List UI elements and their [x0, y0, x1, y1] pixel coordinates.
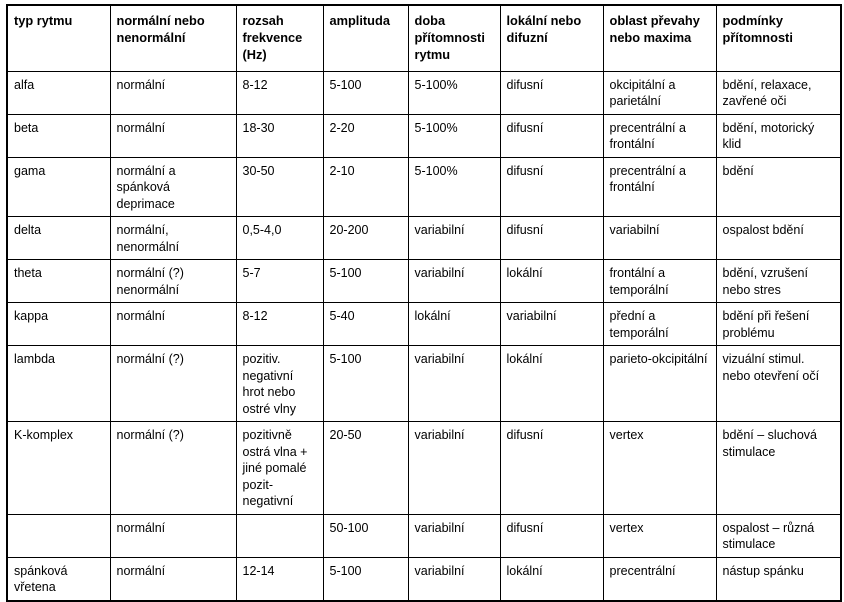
- column-header-conditions: podmínky přítomnosti: [716, 5, 841, 71]
- cell-frequency: 12-14: [236, 557, 323, 601]
- cell-conditions: bdění, motorický klid: [716, 114, 841, 157]
- cell-frequency: 8-12: [236, 303, 323, 346]
- cell-duration: variabilní: [408, 422, 500, 515]
- table-row: [7, 514, 841, 557]
- cell-normality: normální (?): [110, 346, 236, 422]
- table-row: [7, 303, 841, 346]
- column-header-frequency: rozsah frekvence (Hz): [236, 5, 323, 71]
- column-header-locality: lokální nebo difuzní: [500, 5, 603, 71]
- cell-locality: difusní: [500, 422, 603, 515]
- table-row: [7, 422, 841, 515]
- cell-duration: 5-100%: [408, 114, 500, 157]
- cell-conditions: vizuální stimul. nebo otevření očí: [716, 346, 841, 422]
- cell-type: [7, 514, 110, 557]
- table-header-row: [7, 5, 841, 71]
- cell-amplitude: 5-100: [323, 260, 408, 303]
- table-row: [7, 157, 841, 217]
- cell-type: delta: [7, 217, 110, 260]
- cell-normality: normální, nenormální: [110, 217, 236, 260]
- cell-amplitude: 20-50: [323, 422, 408, 515]
- cell-duration: variabilní: [408, 557, 500, 601]
- table-row: [7, 71, 841, 114]
- cell-conditions: bdění, relaxace, zavřené oči: [716, 71, 841, 114]
- cell-duration: variabilní: [408, 346, 500, 422]
- cell-normality: normální (?): [110, 422, 236, 515]
- cell-frequency: pozitiv. negativní hrot nebo ostré vlny: [236, 346, 323, 422]
- cell-locality: difusní: [500, 157, 603, 217]
- cell-type: kappa: [7, 303, 110, 346]
- cell-type: gama: [7, 157, 110, 217]
- cell-type: lambda: [7, 346, 110, 422]
- cell-region: precentrální: [603, 557, 716, 601]
- cell-duration: lokální: [408, 303, 500, 346]
- table-row: [7, 557, 841, 601]
- cell-frequency: 0,5-4,0: [236, 217, 323, 260]
- cell-locality: difusní: [500, 114, 603, 157]
- cell-amplitude: 20-200: [323, 217, 408, 260]
- cell-region: frontální a temporální: [603, 260, 716, 303]
- cell-conditions: nástup spánku: [716, 557, 841, 601]
- table-row: [7, 346, 841, 422]
- cell-conditions: ospalost – různá stimulace: [716, 514, 841, 557]
- cell-locality: lokální: [500, 260, 603, 303]
- cell-locality: lokální: [500, 346, 603, 422]
- cell-frequency: 5-7: [236, 260, 323, 303]
- cell-amplitude: 5-100: [323, 71, 408, 114]
- cell-duration: 5-100%: [408, 157, 500, 217]
- cell-duration: variabilní: [408, 514, 500, 557]
- table-row: [7, 114, 841, 157]
- cell-duration: variabilní: [408, 217, 500, 260]
- cell-region: vertex: [603, 514, 716, 557]
- cell-conditions: bdění při řešení problému: [716, 303, 841, 346]
- cell-type: alfa: [7, 71, 110, 114]
- cell-frequency: 8-12: [236, 71, 323, 114]
- cell-amplitude: 2-10: [323, 157, 408, 217]
- cell-amplitude: 2-20: [323, 114, 408, 157]
- eeg-rhythm-table: [6, 4, 842, 602]
- cell-conditions: bdění – sluchová stimulace: [716, 422, 841, 515]
- cell-normality: normální (?) nenormální: [110, 260, 236, 303]
- cell-duration: 5-100%: [408, 71, 500, 114]
- cell-normality: normální: [110, 71, 236, 114]
- table-body: [7, 71, 841, 601]
- column-header-region: oblast převahy nebo maxima: [603, 5, 716, 71]
- cell-conditions: bdění: [716, 157, 841, 217]
- cell-frequency: 18-30: [236, 114, 323, 157]
- cell-region: okcipitální a parietální: [603, 71, 716, 114]
- cell-normality: normální: [110, 514, 236, 557]
- cell-amplitude: 5-40: [323, 303, 408, 346]
- cell-amplitude: 50-100: [323, 514, 408, 557]
- column-header-duration: doba přítomnosti rytmu: [408, 5, 500, 71]
- cell-amplitude: 5-100: [323, 346, 408, 422]
- cell-locality: lokální: [500, 557, 603, 601]
- cell-normality: normální a spánková deprimace: [110, 157, 236, 217]
- cell-region: variabilní: [603, 217, 716, 260]
- cell-frequency: pozitivně ostrá vlna + jiné pomalé pozit-negativní: [236, 422, 323, 515]
- cell-frequency: [236, 514, 323, 557]
- cell-region: precentrální a frontální: [603, 157, 716, 217]
- cell-type: spánková vřetena: [7, 557, 110, 601]
- cell-normality: normální: [110, 114, 236, 157]
- cell-duration: variabilní: [408, 260, 500, 303]
- cell-region: přední a temporální: [603, 303, 716, 346]
- table-row: [7, 217, 841, 260]
- cell-type: beta: [7, 114, 110, 157]
- cell-normality: normální: [110, 557, 236, 601]
- cell-locality: difusní: [500, 217, 603, 260]
- cell-normality: normální: [110, 303, 236, 346]
- cell-locality: difusní: [500, 514, 603, 557]
- cell-frequency: 30-50: [236, 157, 323, 217]
- column-header-type: typ rytmu: [7, 5, 110, 71]
- cell-region: vertex: [603, 422, 716, 515]
- cell-amplitude: 5-100: [323, 557, 408, 601]
- cell-type: K-komplex: [7, 422, 110, 515]
- table-row: [7, 260, 841, 303]
- cell-region: precentrální a frontální: [603, 114, 716, 157]
- column-header-amplitude: amplituda: [323, 5, 408, 71]
- column-header-normality: normální nebo nenormální: [110, 5, 236, 71]
- cell-type: theta: [7, 260, 110, 303]
- cell-conditions: ospalost bdění: [716, 217, 841, 260]
- cell-conditions: bdění, vzrušení nebo stres: [716, 260, 841, 303]
- cell-region: parieto-okcipitální: [603, 346, 716, 422]
- cell-locality: variabilní: [500, 303, 603, 346]
- cell-locality: difusní: [500, 71, 603, 114]
